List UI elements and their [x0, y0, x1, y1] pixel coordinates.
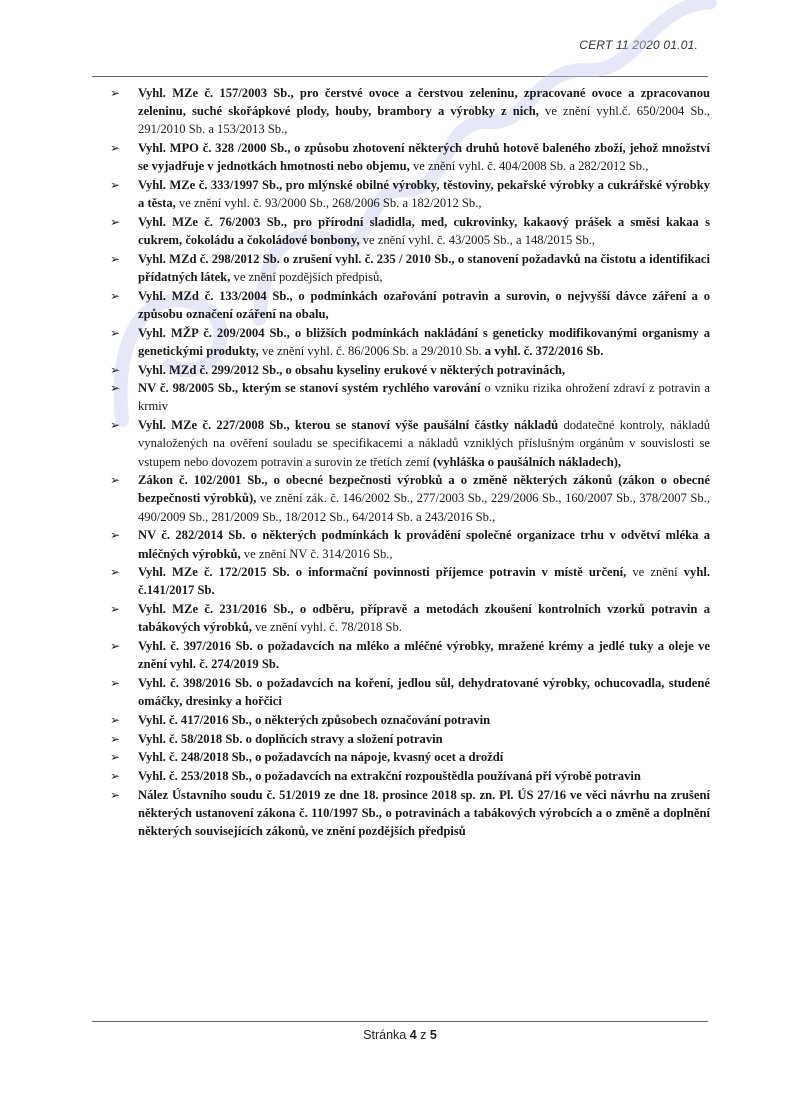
legislation-item [110, 786, 710, 841]
legislation-amendments: ve znění vyhl.č. 650/2004 Sb., 291/2010 Sb. a 153/2013 Sb., [138, 104, 710, 137]
footer-prefix: Stránka [363, 1028, 410, 1042]
legislation-title: Vyhl. MZe č. 172/2015 Sb. o informační povinnosti příjemce potravin v místě určení, [138, 565, 627, 580]
legislation-item [110, 563, 710, 599]
legislation-title: NV č. 282/2014 Sb. o některých podmínkách k provádění společné organizace trhu v odvětví mléka a mléčných výrobků, [138, 528, 710, 561]
arrow-bullet-icon: ➢ [110, 214, 121, 229]
legislation-item [110, 637, 710, 673]
legislation-item [110, 711, 710, 729]
total-page-number: 5 [429, 1028, 437, 1042]
arrow-bullet-icon: ➢ [110, 288, 121, 303]
arrow-bullet-icon: ➢ [110, 731, 121, 746]
arrow-bullet-icon: ➢ [110, 769, 121, 784]
legislation-item [110, 84, 710, 139]
legislation-item [110, 416, 710, 471]
legislation-item [110, 379, 710, 415]
legislation-title: Vyhl. č. 58/2018 Sb. o doplňcích stravy a složení potravin [138, 731, 443, 746]
legislation-amendments: ve znění pozdějších předpisů, [230, 270, 383, 285]
legislation-title: Vyhl. č. 398/2016 Sb. o požadavcích na koření, jedlou sůl, dehydratované výrobky, ochucovadla, studené omáčky, dresinky a hořčici [138, 676, 710, 709]
legislation-amendments: o vzniku rizika ohrožení zdraví z potravin a krmiv [138, 381, 711, 414]
legislation-amendments: ve znění vyhl. č. 404/2008 Sb. a 282/2012 Sb., [409, 159, 649, 174]
legislation-item [110, 748, 710, 766]
arrow-bullet-icon: ➢ [110, 178, 121, 193]
arrow-bullet-icon: ➢ [110, 381, 121, 396]
legislation-amendment-bold: (vyhláška o paušálních nákladech), [429, 454, 622, 469]
arrow-bullet-icon: ➢ [110, 86, 121, 100]
legislation-title: Vyhl. MPO č. 328 /2000 Sb., o způsobu zhotovení některých druhů hotově baleného zboží, jehož množství se vyjadřuje v jednotkách hmotnosti nebo objemu, [138, 141, 710, 174]
legislation-title: Nález Ústavního soudu č. 51/2019 ze dne 18. prosince 2018 sp. zn. Pl. ÚS 27/16 ve věci návrhu na zrušení některých ustanovení zákona č. 110/1997 Sb., o potravinách a tabákových výrobcích a o změně a doplnění některých souvisejících zákonů, ve znění pozdějších předpisů [138, 787, 710, 839]
page-footer [0, 1028, 800, 1042]
legislation-amendments: ve znění vyhl. č. 86/2006 Sb. a 29/2010 Sb. [258, 343, 482, 358]
legislation-item [110, 287, 710, 323]
legislation-amendments: dodatečné kontroly, nákladů vynaložených na ověření souladu se specifikacemi a nákladů vzniklých příslušným orgánům v souvislosti se vstupem nebo dovozem potravin a surovin ze třetích zemí [138, 418, 710, 469]
legislation-item [110, 324, 710, 360]
legislation-item [110, 674, 710, 710]
legislation-title: Vyhl. č. 417/2016 Sb., o některých způsobech označování potravin [138, 712, 491, 727]
legislation-item [110, 767, 710, 785]
legislation-item [110, 600, 710, 636]
legislation-item [110, 213, 710, 249]
arrow-bullet-icon: ➢ [110, 787, 121, 802]
legislation-title: Vyhl. č. 397/2016 Sb. o požadavcích na mléko a mléčné výrobky, mražené krémy a jedlé tuky a oleje ve znění vyhl. č. 274/2019 Sb. [138, 639, 710, 672]
legislation-item [110, 250, 710, 286]
legislation-list [110, 84, 710, 841]
legislation-item [110, 526, 710, 562]
arrow-bullet-icon: ➢ [110, 676, 121, 690]
legislation-title: Vyhl. č. 248/2018 Sb., o požadavcích na nápoje, kvasný ocet a droždí [138, 750, 504, 765]
legislation-amendments: ve znění [626, 565, 678, 580]
legislation-amendments: ve znění NV č. 314/2016 Sb., [240, 546, 393, 561]
legislation-amendment-bold: a vyhl. č. 372/2016 Sb. [481, 343, 604, 358]
arrow-bullet-icon: ➢ [110, 602, 121, 617]
legislation-title: Vyhl. MZe č. 227/2008 Sb., kterou se stanoví výše paušální částky nákladů [138, 418, 559, 433]
legislation-item [110, 139, 710, 175]
legislation-title: Vyhl. MZe č. 231/2016 Sb., o odběru, přípravě a metodách zkoušení kontrolních vzorků potravin a tabákových výrobků, [138, 602, 710, 635]
arrow-bullet-icon: ➢ [110, 712, 121, 727]
legislation-title: NV č. 98/2005 Sb., kterým se stanoví systém rychlého varování [138, 381, 481, 396]
legislation-item [110, 361, 710, 379]
legislation-title: Vyhl. MZe č. 333/1997 Sb., pro mlýnské obilné výrobky, těstoviny, pekařské výrobky a cukrářské výrobky a těsta, [138, 178, 710, 211]
footer-middle: z [416, 1028, 430, 1042]
legislation-title: Vyhl. MZd č. 298/2012 Sb. o zrušení vyhl. č. 235 / 2010 Sb., o stanovení požadavků na čistotu a identifikaci přídatných látek, [138, 251, 710, 285]
legislation-amendments: ve znění vyhl. č. 43/2005 Sb., a 148/2015 Sb., [359, 233, 596, 248]
legislation-amendments: ve znění vyhl. č. 78/2018 Sb. [251, 620, 402, 635]
arrow-bullet-icon: ➢ [110, 750, 121, 765]
current-page-number: 4 [409, 1028, 417, 1042]
legislation-title: Vyhl. MZe č. 157/2003 Sb., pro čerstvé ovoce a čerstvou zeleninu, zpracované ovoce a zpracovanou zeleninu, suché skořápkové plody, houby, brambory a výrobky z nich, [138, 86, 710, 119]
legislation-item [110, 176, 710, 212]
legislation-title: Zákon č. 102/2001 Sb., o obecné bezpečnosti výrobků a o změně některých zákonů (zákon o obecné bezpečnosti výrobků), [138, 473, 710, 506]
legislation-item [110, 471, 710, 526]
arrow-bullet-icon: ➢ [110, 141, 121, 156]
arrow-bullet-icon: ➢ [110, 565, 121, 580]
arrow-bullet-icon: ➢ [110, 251, 121, 266]
header-divider [92, 76, 708, 77]
legislation-title: Vyhl. MZd č. 133/2004 Sb., o podmínkách ozařování potravin a surovin, o nejvyšší dávce záření a o způsobu označení ozáření na obalu, [138, 288, 710, 321]
legislation-item [110, 730, 710, 748]
legislation-title: Vyhl. MZe č. 76/2003 Sb., pro přírodní sladidla, med, cukrovinky, kakaový prášek a směsi kakaa s cukrem, čokoládu a čokoládové bonbony, [138, 214, 710, 248]
arrow-bullet-icon: ➢ [110, 639, 121, 654]
arrow-bullet-icon: ➢ [110, 362, 121, 377]
document-code: CERT 11 2020 01.01. [579, 38, 698, 52]
arrow-bullet-icon: ➢ [110, 473, 121, 488]
legislation-title: Vyhl. MŽP č. 209/2004 Sb., o bližších podmínkách nakládání s geneticky modifikovanými organismy a genetickými produkty, [138, 325, 710, 358]
legislation-title: Vyhl. MZd č. 299/2012 Sb., o obsahu kyseliny erukové v některých potravinách, [138, 362, 566, 377]
footer-divider [92, 1021, 708, 1022]
legislation-title: Vyhl. č. 253/2018 Sb., o požadavcích na extrakční rozpouštědla používaná při výrobě potravin [138, 769, 641, 784]
arrow-bullet-icon: ➢ [110, 325, 121, 340]
arrow-bullet-icon: ➢ [110, 418, 121, 433]
arrow-bullet-icon: ➢ [110, 528, 121, 543]
legislation-amendments: ve znění zák. č. 146/2002 Sb., 277/2003 Sb., 229/2006 Sb., 160/2007 Sb., 378/2007 Sb., 490/2009 Sb., 281/2009 Sb., 18/2012 Sb., 64/2014 Sb. a 243/2016 Sb., [138, 491, 710, 524]
legislation-amendment-bold: vyhl. č.141/2017 Sb. [138, 565, 710, 598]
legislation-amendments: ve znění vyhl. č. 93/2000 Sb., 268/2006 Sb. a 182/2012 Sb., [175, 196, 482, 211]
